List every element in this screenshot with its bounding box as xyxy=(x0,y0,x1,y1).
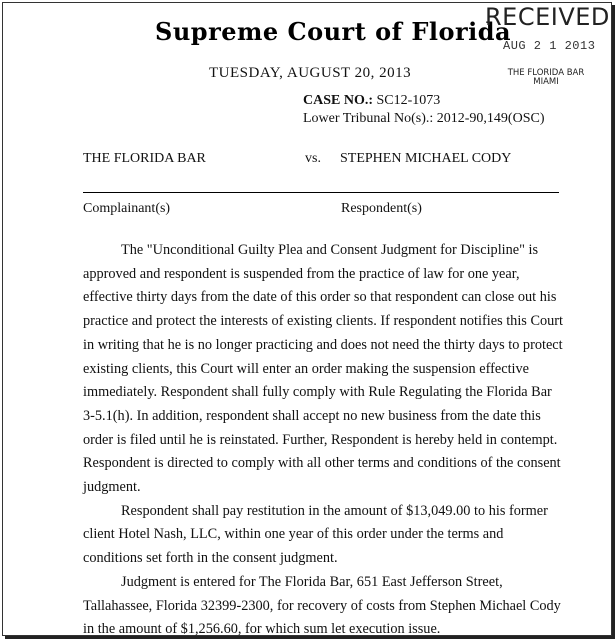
document-page xyxy=(2,2,612,636)
received-stamp-line1: THE FLORIDA BAR xyxy=(507,68,585,78)
lower-tribunal-number: Lower Tribunal No(s).: 2012-90,149(OSC) xyxy=(303,111,545,126)
court-name-heading: Supreme Court of Florida xyxy=(155,17,512,46)
versus-label: vs. xyxy=(305,151,321,166)
party-divider-line xyxy=(83,192,559,193)
order-paragraph-1: The "Unconditional Guilty Plea and Consent Judgment for Discipline" is approved and respondent is suspended from the practice of law for one year, effective thirty days from the date of this order so that respondent can close out his practice and protect the interests of existing clients. If respondent notifies this Court in writing that he is no longer practicing and does not need the thirty days to protect existing clients, this Court will enter an order making the suspension effective immediately. Respondent shall fully comply with Rule Regulating the Florida Bar 3-5.1(h). In addition, respondent shall accept no new business from the date this order is filed until he is reinstated. Further, Respondent is hereby held in contempt. Respondent is directed to comply with all other terms and conditions of the consent judgment. xyxy=(83,242,564,496)
case-number xyxy=(303,93,440,109)
order-paragraph-3: Judgment is entered for The Florida Bar, 651 East Jefferson Street, Tallahassee, Florida 32399-2300, for recovery of costs from Stephen Michael Cody in the amount of $1,256.60, for which sum let execution issue. xyxy=(83,573,561,638)
respondent-name: STEPHEN MICHAEL CODY xyxy=(340,151,512,166)
complainant-name: THE FLORIDA BAR xyxy=(83,151,206,166)
order-date: TUESDAY, AUGUST 20, 2013 xyxy=(209,65,412,81)
order-body xyxy=(83,239,563,642)
case-number-label: CASE NO.: xyxy=(303,93,374,108)
received-stamp-date: AUG 2 1 2013 xyxy=(503,39,596,53)
complainant-role: Complainant(s) xyxy=(83,201,171,216)
received-stamp-line2: MIAMI xyxy=(533,77,559,87)
case-number-value: SC12-1073 xyxy=(376,93,441,108)
received-stamp: RECEIVED xyxy=(485,3,610,31)
received-stamp-office xyxy=(491,69,601,87)
respondent-role: Respondent(s) xyxy=(341,201,422,216)
order-paragraph-2: Respondent shall pay restitution in the amount of $13,049.00 to his former client Hotel Nash, LLC, within one year of this order under the terms and conditions set forth in the consent judgment. xyxy=(83,502,548,567)
